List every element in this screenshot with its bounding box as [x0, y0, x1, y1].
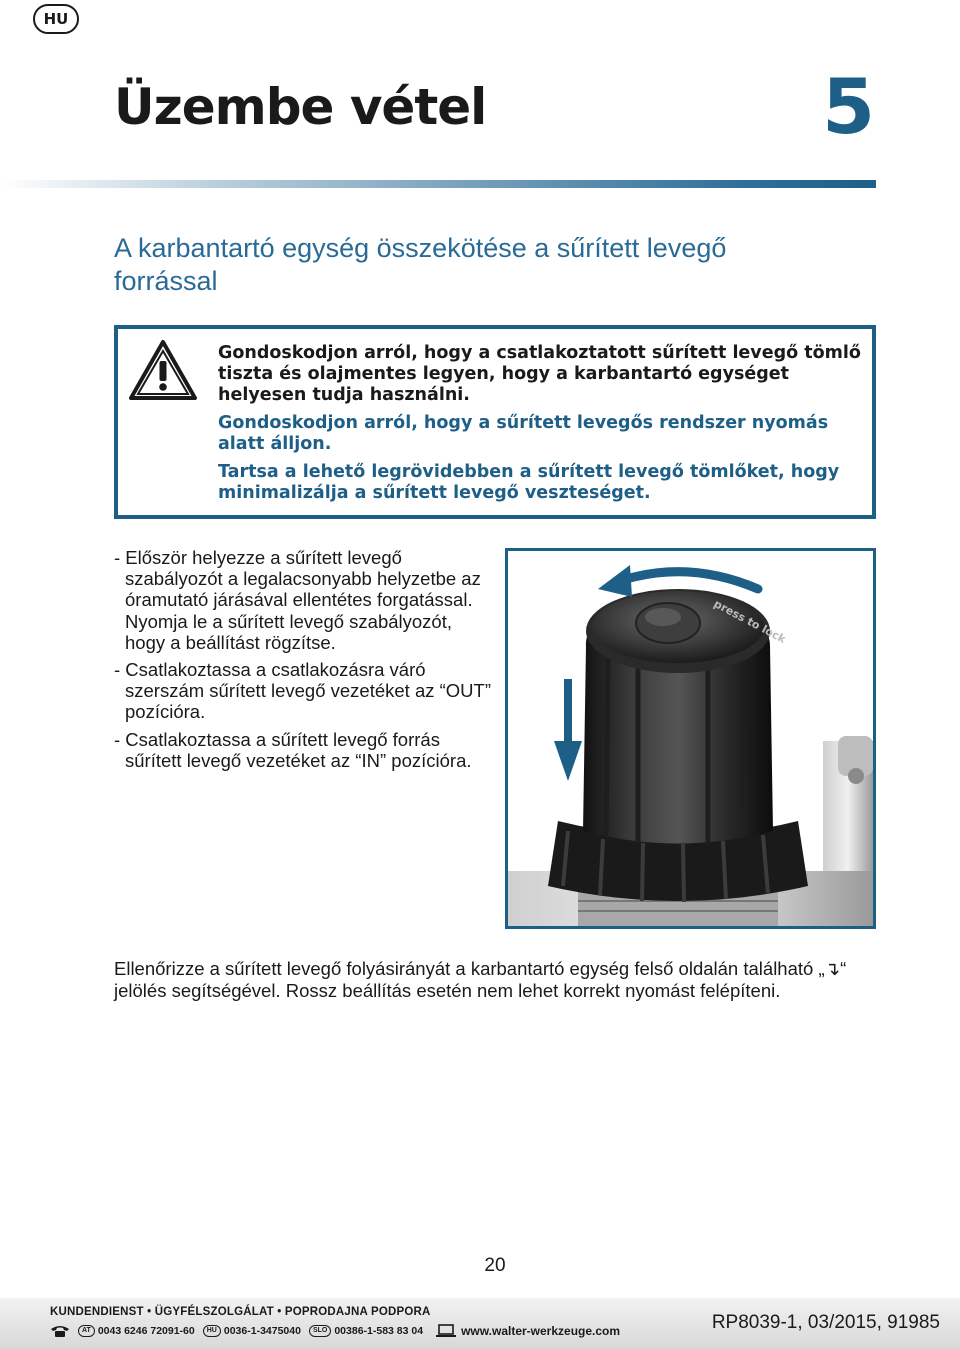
footer: [0, 1298, 960, 1349]
phone-at: 0043 6246 72091-60: [97, 1325, 195, 1337]
warning-text: [218, 343, 868, 511]
country-badge-slo: SLO: [309, 1325, 331, 1337]
phone-hu: 0036-1-3475040: [223, 1325, 301, 1337]
footer-title: KUNDENDIENST • ÜGYFÉLSZOLGÁLAT • POPRODAJNA PODPORA: [50, 1306, 431, 1318]
warning-line-length: Tartsa a lehető legrövidebben a sűrített levegő tömlőket, hogy minimalizálja a sűrített levegő veszteséget.: [218, 462, 840, 503]
language-badge: HU: [33, 4, 79, 34]
step-regulator: - Először helyezze a sűrített levegő szabályozót a legalacsonyabb helyzetbe az óramutató járásával ellentétes forgatással. Nyomja le a sűrített levegő szabályozót, hogy a beállítást rögzítse.: [114, 547, 481, 653]
country-badge-at: AT: [78, 1325, 95, 1337]
step-in-port: - Csatlakoztassa a sűrített levegő forrás sűrített levegő vezetéket az “IN” pozícióra.: [114, 728, 472, 771]
phone-slo: 00386-1-583 83 04: [334, 1325, 424, 1337]
section-heading: A karbantartó egység összekötése a sűrített levegő forrással: [114, 233, 727, 296]
warning-line-hose: Gondoskodjon arról, hogy a csatlakoztatott sűrített levegő tömlő tiszta és olajmentes legyen, hogy a karbantartó egységet helyesen tudja használni.: [218, 343, 861, 405]
step-out-port: - Csatlakoztassa a csatlakozásra váró szerszám sűrített levegő vezetéket az “OUT” pozícióra.: [114, 659, 492, 723]
document-code: RP8039-1, 03/2015, 91985: [711, 1312, 940, 1333]
page-title: Üzembe vétel: [114, 78, 487, 136]
country-badge-hu: HU: [203, 1325, 221, 1337]
page-number: 20: [484, 1255, 506, 1276]
warning-triangle-icon: [128, 339, 198, 401]
website-link[interactable]: www.walter-werkzeuge.com: [461, 1324, 621, 1338]
header-rule: [0, 180, 876, 188]
warning-line-pressure: Gondoskodjon arról, hogy a sűrített levegős rendszer nyomás alatt álljon.: [218, 413, 829, 454]
instruction-steps: [114, 547, 494, 777]
telephone-icon: [50, 1324, 70, 1338]
chapter-number: 5: [822, 62, 875, 151]
warning-box: [114, 325, 876, 519]
flow-direction-note: Ellenőrizze a sűrített levegő folyásirányát a karbantartó egység felső oldalán található „↴“ jelölés segítségével. Rossz beállítás esetén nem lehet korrekt nyomást felépíteni.: [114, 958, 847, 1001]
knob-label: press to lock: [711, 597, 788, 646]
regulator-knob-photo: [505, 548, 876, 929]
footer-contacts: [50, 1324, 620, 1338]
regulator-illustration: [508, 551, 873, 926]
laptop-icon: [435, 1324, 457, 1338]
